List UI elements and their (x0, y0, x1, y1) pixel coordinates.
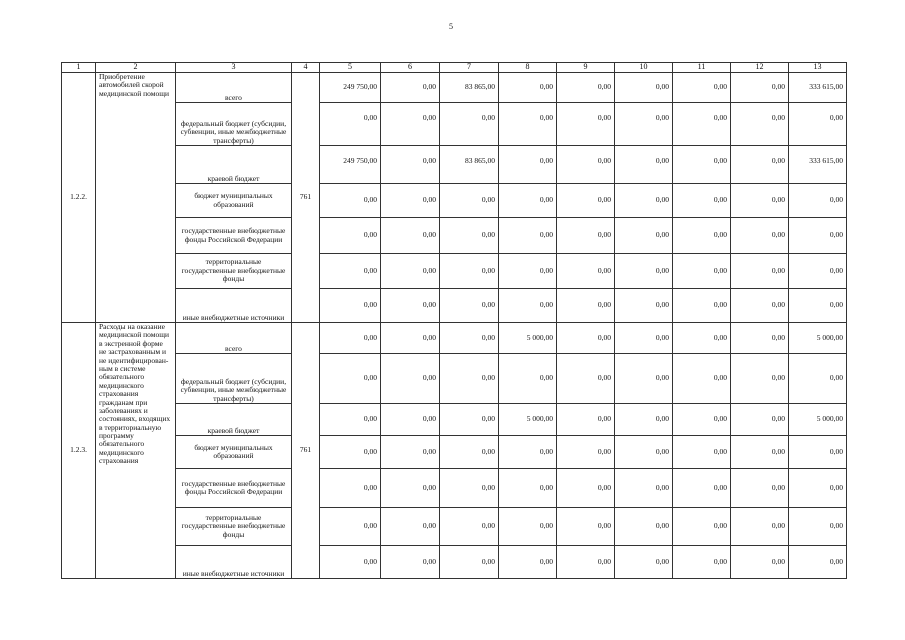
amount-cell: 0,00 (731, 103, 789, 146)
amount-cell: 0,00 (789, 354, 847, 404)
amount-cell: 0,00 (499, 146, 557, 184)
amount-cell: 0,00 (499, 546, 557, 579)
amount-cell: 0,00 (557, 469, 615, 508)
amount-cell: 0,00 (673, 218, 731, 254)
amount-cell: 0,00 (320, 103, 381, 146)
funding-source: государственные внебюджетные фонды Российской Федерации (176, 469, 292, 508)
funding-source: государственные внебюджетные фонды Российской Федерации (176, 218, 292, 254)
amount-cell: 0,00 (731, 254, 789, 289)
amount-cell: 0,00 (557, 218, 615, 254)
funding-source: краевой бюджет (176, 404, 292, 436)
budget-table (61, 62, 847, 579)
amount-cell: 0,00 (320, 469, 381, 508)
amount-cell: 0,00 (381, 218, 440, 254)
amount-cell: 0,00 (499, 254, 557, 289)
amount-cell: 0,00 (499, 469, 557, 508)
amount-cell: 0,00 (499, 436, 557, 469)
funding-source: федеральный бюджет (субсидии, субвенции, иные межбюджетные трансферты) (176, 103, 292, 146)
amount-cell: 0,00 (557, 508, 615, 546)
amount-cell: 0,00 (381, 323, 440, 354)
table-row (62, 184, 847, 218)
amount-cell: 0,00 (557, 546, 615, 579)
amount-cell: 0,00 (731, 469, 789, 508)
funding-source: территориальные государственные внебюджетные фонды (176, 254, 292, 289)
amount-cell: 0,00 (557, 354, 615, 404)
page-number: 5 (449, 22, 453, 31)
amount-cell: 0,00 (381, 254, 440, 289)
amount-cell: 0,00 (381, 184, 440, 218)
table-row (62, 436, 847, 469)
amount-cell: 0,00 (731, 354, 789, 404)
amount-cell: 0,00 (440, 289, 499, 323)
amount-cell: 0,00 (440, 436, 499, 469)
amount-cell: 0,00 (673, 184, 731, 218)
amount-cell: 0,00 (731, 508, 789, 546)
section-col4: 761 (292, 73, 320, 323)
table-row (62, 546, 847, 579)
column-number: 4 (292, 63, 320, 73)
amount-cell: 0,00 (557, 404, 615, 436)
amount-cell: 0,00 (557, 146, 615, 184)
amount-cell: 0,00 (381, 146, 440, 184)
amount-cell: 5 000,00 (499, 323, 557, 354)
amount-cell: 0,00 (557, 73, 615, 103)
column-number: 2 (96, 63, 176, 73)
amount-cell: 0,00 (731, 184, 789, 218)
amount-cell: 0,00 (615, 103, 673, 146)
column-number: 6 (381, 63, 440, 73)
amount-cell: 0,00 (320, 184, 381, 218)
amount-cell: 0,00 (789, 508, 847, 546)
amount-cell: 0,00 (440, 469, 499, 508)
amount-cell: 0,00 (381, 436, 440, 469)
amount-cell: 0,00 (789, 289, 847, 323)
table-row (62, 146, 847, 184)
amount-cell: 0,00 (440, 103, 499, 146)
funding-source: иные внебюджетные источники (176, 546, 292, 579)
amount-cell: 0,00 (731, 546, 789, 579)
amount-cell: 0,00 (381, 404, 440, 436)
amount-cell: 0,00 (320, 289, 381, 323)
amount-cell: 0,00 (499, 218, 557, 254)
amount-cell: 0,00 (440, 546, 499, 579)
amount-cell: 0,00 (440, 218, 499, 254)
amount-cell: 0,00 (499, 73, 557, 103)
column-number: 9 (557, 63, 615, 73)
section-description: Приобретение автомобилей скорой медицинской помощи (96, 73, 176, 323)
amount-cell: 0,00 (673, 254, 731, 289)
section-description: Расходы на оказание медицинской помощи в экстренной форме не застрахованным и не идентифицирован-ным в системе обязательного медицинского страхования гражданам при заболеваниях и состояниях, входящих в территориальную программу обязательного медицинского страхования (96, 323, 176, 579)
amount-cell: 0,00 (615, 146, 673, 184)
amount-cell: 0,00 (557, 289, 615, 323)
amount-cell: 0,00 (381, 289, 440, 323)
amount-cell: 0,00 (673, 546, 731, 579)
amount-cell: 0,00 (615, 436, 673, 469)
amount-cell: 0,00 (673, 289, 731, 323)
funding-source: краевой бюджет (176, 146, 292, 184)
funding-source: территориальные государственные внебюджетные фонды (176, 508, 292, 546)
amount-cell: 0,00 (381, 546, 440, 579)
amount-cell: 0,00 (731, 218, 789, 254)
amount-cell: 0,00 (557, 254, 615, 289)
column-number: 12 (731, 63, 789, 73)
amount-cell: 249 750,00 (320, 146, 381, 184)
amount-cell: 0,00 (499, 354, 557, 404)
amount-cell: 0,00 (673, 323, 731, 354)
amount-cell: 0,00 (731, 289, 789, 323)
amount-cell: 0,00 (789, 184, 847, 218)
table-row (62, 103, 847, 146)
amount-cell: 0,00 (440, 508, 499, 546)
amount-cell: 0,00 (320, 323, 381, 354)
amount-cell: 0,00 (789, 254, 847, 289)
amount-cell: 0,00 (673, 354, 731, 404)
amount-cell: 0,00 (320, 218, 381, 254)
amount-cell: 0,00 (557, 184, 615, 218)
amount-cell: 0,00 (615, 546, 673, 579)
amount-cell: 0,00 (499, 289, 557, 323)
amount-cell: 0,00 (673, 103, 731, 146)
table-row (62, 218, 847, 254)
amount-cell: 0,00 (615, 289, 673, 323)
table-row (62, 354, 847, 404)
amount-cell: 0,00 (381, 73, 440, 103)
amount-cell: 0,00 (499, 508, 557, 546)
section-col4: 761 (292, 323, 320, 579)
table-row (62, 254, 847, 289)
funding-source: бюджет муниципальных образований (176, 184, 292, 218)
amount-cell: 0,00 (731, 436, 789, 469)
amount-cell: 0,00 (789, 436, 847, 469)
amount-cell: 0,00 (320, 436, 381, 469)
amount-cell: 0,00 (381, 103, 440, 146)
amount-cell: 5 000,00 (789, 323, 847, 354)
column-number: 5 (320, 63, 381, 73)
amount-cell: 83 865,00 (440, 146, 499, 184)
amount-cell: 0,00 (731, 146, 789, 184)
section-code: 1.2.2. (62, 73, 96, 323)
column-number: 13 (789, 63, 847, 73)
amount-cell: 5 000,00 (789, 404, 847, 436)
amount-cell: 0,00 (440, 254, 499, 289)
amount-cell: 83 865,00 (440, 73, 499, 103)
amount-cell: 0,00 (673, 73, 731, 103)
funding-source: федеральный бюджет (субсидии, субвенции, иные межбюджетные трансферты) (176, 354, 292, 404)
amount-cell: 0,00 (557, 103, 615, 146)
amount-cell: 0,00 (381, 354, 440, 404)
amount-cell: 0,00 (440, 354, 499, 404)
amount-cell: 0,00 (731, 73, 789, 103)
funding-source: всего (176, 323, 292, 354)
amount-cell: 0,00 (615, 73, 673, 103)
amount-cell: 0,00 (615, 184, 673, 218)
amount-cell: 0,00 (673, 146, 731, 184)
column-number: 7 (440, 63, 499, 73)
amount-cell: 0,00 (673, 469, 731, 508)
amount-cell: 0,00 (789, 546, 847, 579)
amount-cell: 0,00 (320, 508, 381, 546)
amount-cell: 0,00 (440, 184, 499, 218)
amount-cell: 0,00 (499, 103, 557, 146)
header-row (62, 63, 847, 73)
amount-cell: 0,00 (320, 354, 381, 404)
amount-cell: 0,00 (615, 404, 673, 436)
funding-source: всего (176, 73, 292, 103)
section-code: 1.2.3. (62, 323, 96, 579)
amount-cell: 0,00 (789, 218, 847, 254)
amount-cell: 0,00 (731, 323, 789, 354)
amount-cell: 0,00 (440, 323, 499, 354)
table-row (62, 73, 847, 103)
amount-cell: 0,00 (381, 469, 440, 508)
amount-cell: 0,00 (557, 323, 615, 354)
amount-cell: 0,00 (320, 404, 381, 436)
funding-source: бюджет муниципальных образований (176, 436, 292, 469)
amount-cell: 333 615,00 (789, 146, 847, 184)
column-number: 8 (499, 63, 557, 73)
amount-cell: 0,00 (320, 254, 381, 289)
amount-cell: 0,00 (789, 103, 847, 146)
amount-cell: 249 750,00 (320, 73, 381, 103)
amount-cell: 0,00 (615, 218, 673, 254)
amount-cell: 0,00 (731, 404, 789, 436)
table-row (62, 404, 847, 436)
amount-cell: 0,00 (615, 254, 673, 289)
amount-cell: 0,00 (557, 436, 615, 469)
amount-cell: 0,00 (320, 546, 381, 579)
amount-cell: 5 000,00 (499, 404, 557, 436)
amount-cell: 0,00 (673, 508, 731, 546)
amount-cell: 0,00 (673, 436, 731, 469)
table-row (62, 469, 847, 508)
amount-cell: 0,00 (381, 508, 440, 546)
amount-cell: 0,00 (615, 469, 673, 508)
table-row (62, 508, 847, 546)
column-number: 1 (62, 63, 96, 73)
amount-cell: 0,00 (789, 469, 847, 508)
table-row (62, 323, 847, 354)
amount-cell: 0,00 (615, 354, 673, 404)
column-number: 3 (176, 63, 292, 73)
amount-cell: 0,00 (440, 404, 499, 436)
table-row (62, 289, 847, 323)
amount-cell: 333 615,00 (789, 73, 847, 103)
amount-cell: 0,00 (615, 508, 673, 546)
amount-cell: 0,00 (615, 323, 673, 354)
amount-cell: 0,00 (673, 404, 731, 436)
column-number: 10 (615, 63, 673, 73)
funding-source: иные внебюджетные источники (176, 289, 292, 323)
amount-cell: 0,00 (499, 184, 557, 218)
column-number: 11 (673, 63, 731, 73)
